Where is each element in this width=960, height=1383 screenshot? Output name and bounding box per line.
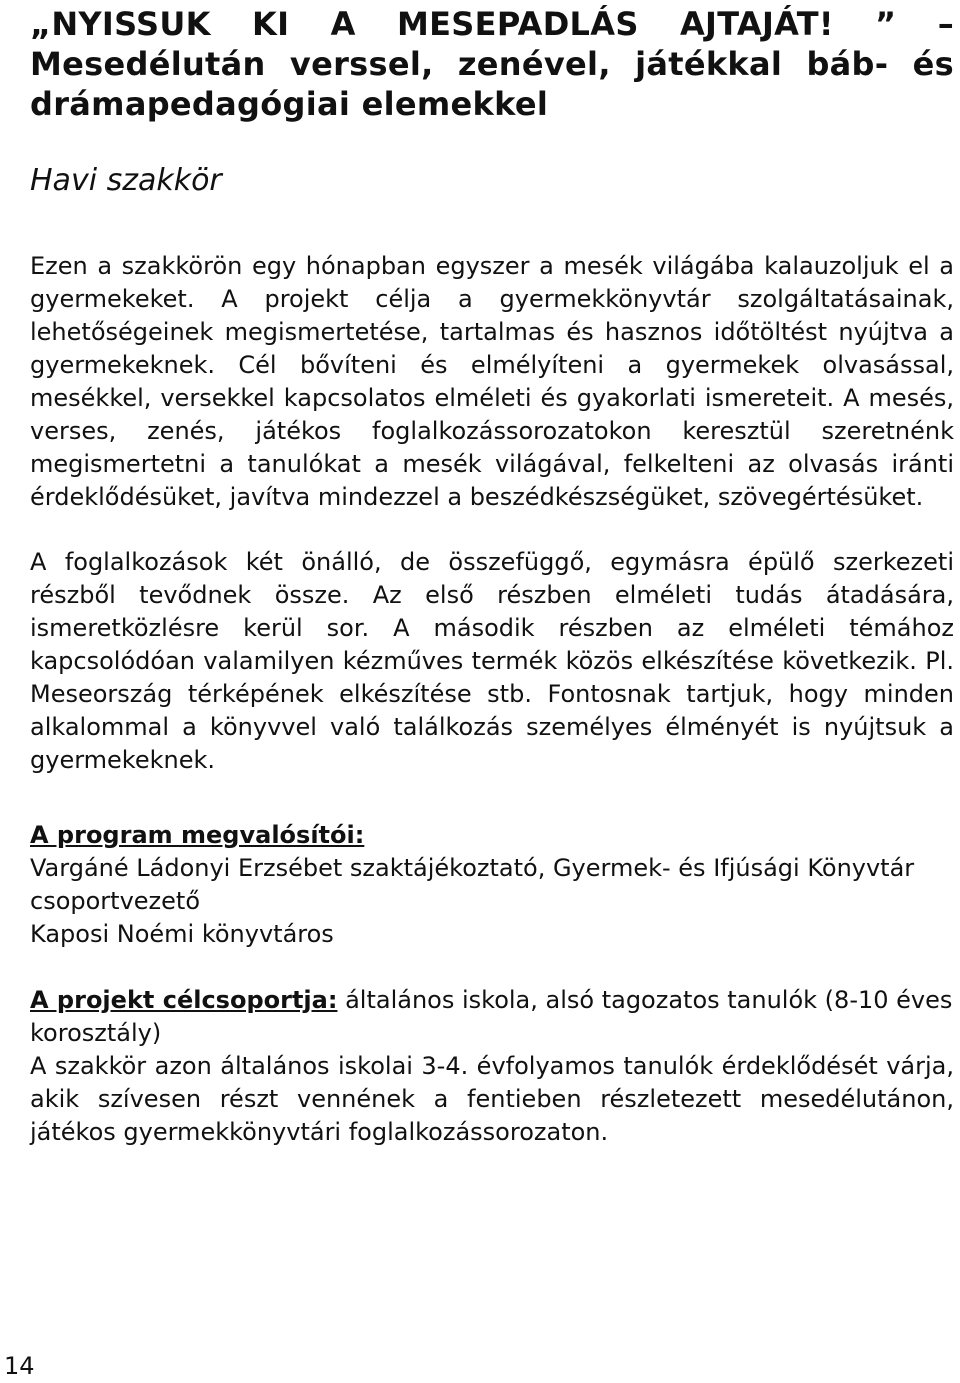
page-number: 14 xyxy=(4,1352,35,1380)
target-value: általános iskola, alsó tagozatos tanulók (8-10 éves korosztály) xyxy=(30,986,953,1047)
intro-paragraph: Ezen a szakkörön egy hónapban egyszer a mesék világába kalauzoljuk el a gyermekeket. A projekt célja a gyermekkönyvtár szolgáltatásainak, lehetőségeinek megismertetése, tartalmas és hasznos időtöltést nyújtva a gyermekeknek. Cél bővíteni és elmélyíteni a gyermekek olvasással, mesékkel, versekkel kapcsolatos elméleti és gyakorlati ismereteit. A mesés, verses, zenés, játékos foglalkozássorozatokon keresztül szeretnénk megismertetni a tanulókat a mesék világával, felkelteni az olvasás iránti érdeklődésüket, javítva mindezzel a beszédkészségüket, szövegértésüket. xyxy=(30,252,954,511)
target-group-section xyxy=(30,984,954,1149)
target-heading: A projekt célcsoportja: xyxy=(30,986,338,1014)
target-description: A szakkör azon általános iskolai 3-4. évfolyamos tanulók érdeklődését várja, akik szívesen részt vennének a fentieben részletezett mesedélutánon, játékos gyermekkönyvtári foglalkozássorozaton. xyxy=(30,1052,954,1146)
author-line: Vargáné Ládonyi Erzsébet szaktájékoztató, Gyermek- és Ifjúsági Könyvtár csoportvezető xyxy=(30,854,915,915)
author-line: Kaposi Noémi könyvtáros xyxy=(30,920,334,948)
authors-section xyxy=(30,819,954,951)
document-subtitle: Havi szakkör xyxy=(30,163,222,198)
structure-paragraph: A foglalkozások két önálló, de összefüggő, egymásra épülő szerkezeti részből tevődnek össze. Az első részben elméleti tudás átadására, ismeretközlésre kerül sor. A második részben az elméleti témához kapcsolódóan valamilyen kézműves termék közös elkészítése következik. Pl. Meseország térképének elkészítése stb. Fontosnak tartjuk, hogy minden alkalommal a könyvvel való találkozás személyes élményét is nyújtsuk a gyermekeknek. xyxy=(30,548,954,774)
document-page xyxy=(30,0,954,1149)
document-title: „NYISSUK KI A MESEPADLÁS AJTAJÁT! ” – Mesedélután verssel, zenével, játékkal báb- és drámapedagógiai elemekkel xyxy=(30,5,954,123)
authors-heading: A program megvalósítói: xyxy=(30,821,365,849)
